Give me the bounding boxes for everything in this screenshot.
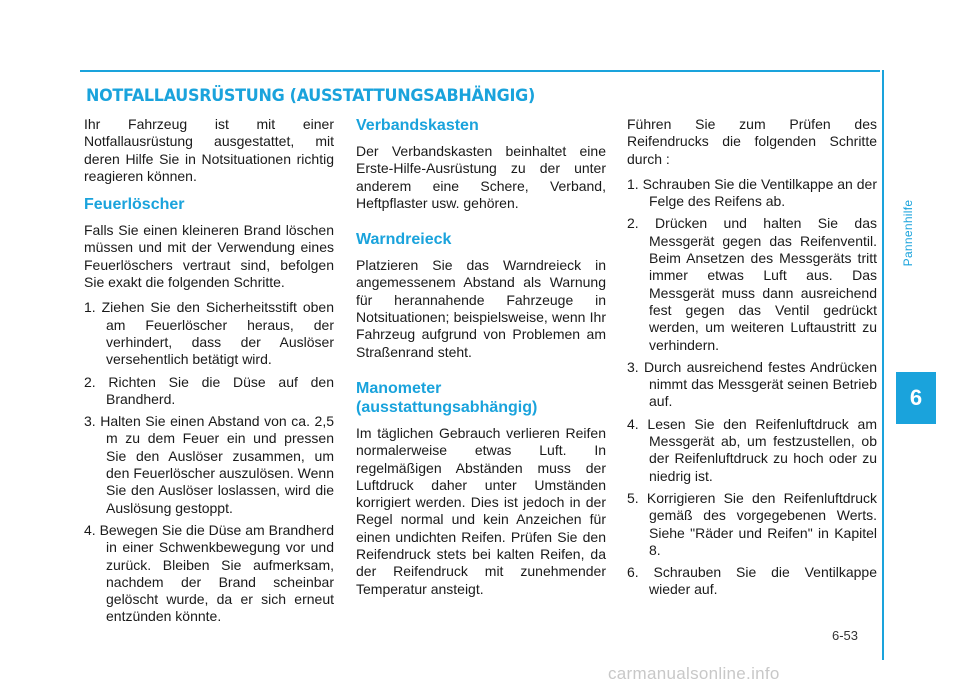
chapter-tab: 6 [896,372,936,424]
section-heading-fire-extinguisher: Feuerlöscher [84,196,185,214]
warning-triangle-paragraph: Platzieren Sie das Warndreieck in angemessenem Abstand als Warnung für herannahende Fahrzeuge in Notsituationen; beispielsweise, wenn Ihr Fahrzeug aufgrund von Problemen am Straßenrand steht. [356,257,606,360]
section-heading-gauge: Manometer (ausstattungsabhängig) [356,379,538,416]
list-item: 5. Korrigieren Sie den Reifenluftdruck gemäß des vorgegebenen Werts. Siehe "Räder und Reifen" in Kapitel 8. [627,489,877,558]
list-item: 3. Durch ausreichend festes Andrücken nimmt das Messgerät seinen Betrieb auf. [627,358,877,410]
side-divider [882,70,884,660]
list-item: 3. Halten Sie einen Abstand von ca. 2,5 m zu dem Feuer ein und pressen Sie den Auslöser zusammen, um den Feuerlöscher auszulösen. Wenn Sie den Auslöser loslassen, wird die Auslösung gestoppt. [84,413,334,516]
page-number: 6-53 [832,628,859,643]
list-item: 4. Lesen Sie den Reifenluftdruck am Messgerät ab, um festzustellen, ob der Reifenluftdruck zu hoch oder zu niedrig ist. [627,415,877,484]
watermark: carmanualsonline.info [608,664,780,683]
list-item: 2. Richten Sie die Düse auf den Brandherd. [84,373,334,407]
column-3 [627,116,877,604]
list-item: 6. Schrauben Sie die Ventilkappe wieder auf. [627,564,877,598]
list-item: 2. Drücken und halten Sie das Messgerät gegen das Reifenventil. Beim Ansetzen des Messgeräts tritt immer etwas Luft aus. Das Messgerät muss dann ausreichend fest gegen das Ventil gedrückt werden, um weiteren Luftaustritt zu verhindern. [627,215,877,353]
gauge-paragraph: Im täglichen Gebrauch verlieren Reifen normalerweise etwas Luft. In regelmäßigen Abständen muss der Luftdruck daher unter Umständen korrigiert werden. Dies ist jedoch in der Regel normal und kein Anzeichen für einen undichten Reifen. Prüfen Sie den Reifendruck stets bei kalten Reifen, da der Reifendruck mit zunehmender Temperatur ansteigt. [356,424,606,597]
column-1 [84,116,334,631]
first-aid-paragraph: Der Verbandskasten beinhaltet eine Erste-Hilfe-Ausrüstung zu der unter anderem eine Schere, Verband, Heftpflaster usw. gehören. [356,143,606,211]
chapter-side-label: Pannenhilfe [901,199,915,267]
list-item: 4. Bewegen Sie die Düse am Brandherd in einer Schwenkbewegung vor und zurück. Bleiben Sie aufmerksam, nachdem der Brand scheinbar gelöscht wurde, da er sich erneut entzünden könnte. [84,521,334,625]
intro-paragraph: Ihr Fahrzeug ist mit einer Notfallausrüstung ausgestattet, mit deren Hilfe Sie in Notsituationen richtig reagieren können. [84,116,334,184]
top-divider [80,70,880,72]
page-title: NOTFALLAUSRÜSTUNG (AUSSTATTUNGSABHÄNGIG) [86,86,536,106]
list-item: 1. Ziehen Sie den Sicherheitsstift oben am Feuerlöscher heraus, der verhindert, dass der Auslöser versehentlich betätigt wird. [84,299,334,368]
gauge-intro-paragraph: Führen Sie zum Prüfen des Reifendrucks die folgenden Schritte durch : [627,116,877,167]
fire-extinguisher-paragraph: Falls Sie einen kleineren Brand löschen müssen und mit der Verwendung eines Feuerlöschers vertraut sind, befolgen Sie exakt die folgenden Schritte. [84,222,334,291]
section-heading-first-aid: Verbandskasten [356,117,479,134]
section-heading-warning-triangle: Warndreieck [356,231,452,249]
list-item: 1. Schrauben Sie die Ventilkappe an der Felge des Reifens ab. [627,175,877,210]
tire-pressure-steps [627,176,877,599]
fire-extinguisher-steps [84,299,334,625]
column-2 [356,116,606,606]
